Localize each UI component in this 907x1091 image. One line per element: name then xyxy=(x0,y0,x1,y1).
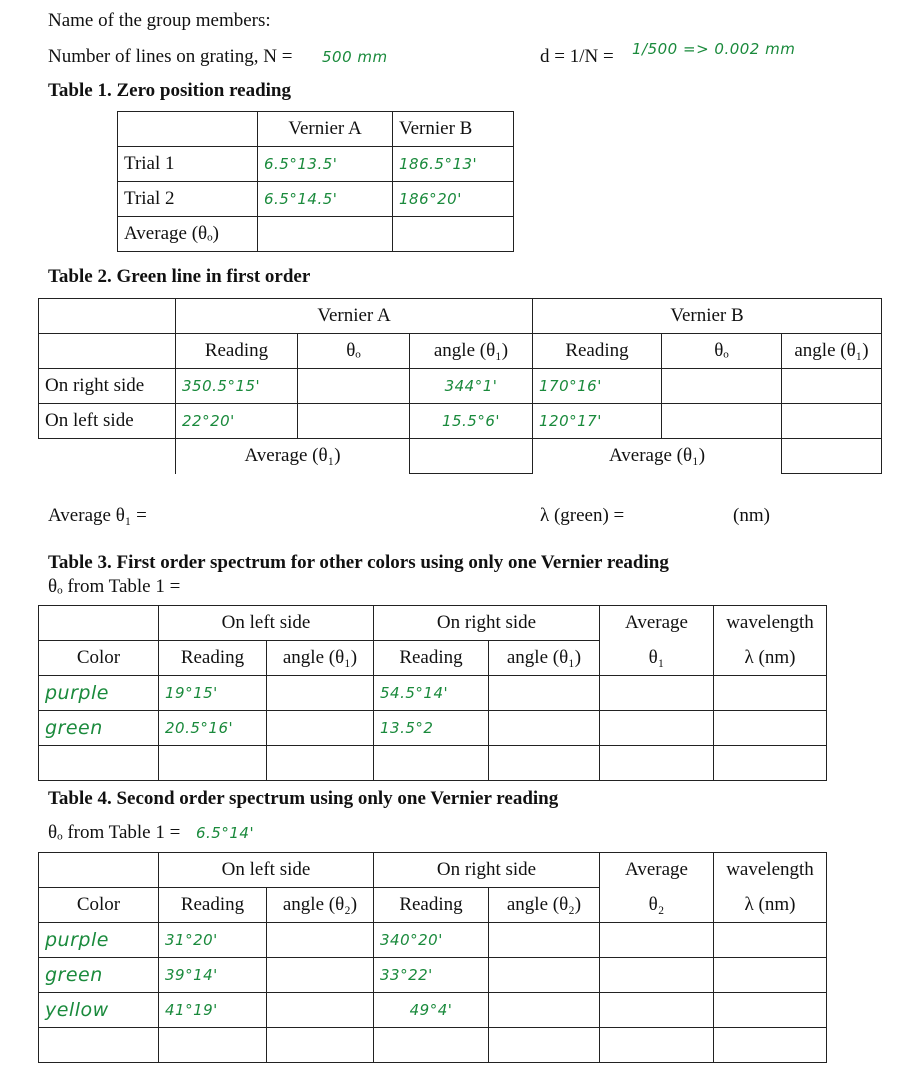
nm-label: (nm) xyxy=(733,505,770,526)
table1-row-label: Trial 1 xyxy=(118,147,258,182)
table4-right-reading xyxy=(374,1028,489,1063)
lines-value: 500 mm xyxy=(322,48,388,66)
table2-col-theta0: θₒ xyxy=(298,334,410,369)
table3 xyxy=(38,605,827,781)
group-members-label: Name of the group members: xyxy=(48,10,271,31)
table-row xyxy=(39,923,827,958)
d-label: d = 1/N = xyxy=(540,46,614,67)
lambda-green-label: λ (green) = xyxy=(540,505,625,526)
table4-col-wavelength: wavelength xyxy=(714,853,827,888)
table4-left-reading: 31°20' xyxy=(159,923,267,958)
table2-col-reading: Reading xyxy=(533,334,662,369)
table3-col-left: On left side xyxy=(159,606,374,641)
table3-left-reading xyxy=(159,746,267,781)
table1-title: Table 1. Zero position reading xyxy=(48,80,292,101)
table3-col-avg-theta: θ₁ xyxy=(600,641,714,676)
table4-color xyxy=(39,1028,159,1063)
table1-col-a: Vernier A xyxy=(258,112,393,147)
table2-col-angle: angle (θ₁) xyxy=(782,334,882,369)
table1-b-value xyxy=(393,217,514,252)
table4-col-angle: angle (θ₂) xyxy=(267,888,374,923)
table3-col-wavelength: wavelength xyxy=(714,606,827,641)
table4-left-reading xyxy=(159,1028,267,1063)
table4-col-avg-theta: θ₂ xyxy=(600,888,714,923)
table3-col-average: Average xyxy=(600,606,714,641)
table2-title: Table 2. Green line in first order xyxy=(48,266,311,287)
table4-right-reading: 340°20' xyxy=(374,923,489,958)
d-value: 1/500 => 0.002 mm xyxy=(632,40,796,58)
table2-a-reading: 350.5°15' xyxy=(176,369,298,404)
table3-col-lambda: λ (nm) xyxy=(714,641,827,676)
table3-col-reading: Reading xyxy=(374,641,489,676)
table3-col-angle: angle (θ₁) xyxy=(267,641,374,676)
table4-col-color: Color xyxy=(39,888,159,923)
table-row xyxy=(39,676,827,711)
table4-left-reading: 41°19' xyxy=(159,993,267,1028)
table3-right-reading: 13.5°2 xyxy=(374,711,489,746)
table2-b-reading: 170°16' xyxy=(533,369,662,404)
table2-col-angle: angle (θ₁) xyxy=(410,334,533,369)
table4-col-lambda: λ (nm) xyxy=(714,888,827,923)
table2 xyxy=(38,298,882,474)
table2-a-angle: 344°1' xyxy=(410,369,533,404)
table4-left-reading: 39°14' xyxy=(159,958,267,993)
table2-row-label: On left side xyxy=(39,404,176,439)
table1-row-label: Trial 2 xyxy=(118,182,258,217)
table3-color: purple xyxy=(39,676,159,711)
table1-a-value xyxy=(258,217,393,252)
table3-col-angle: angle (θ₁) xyxy=(489,641,600,676)
table-row xyxy=(39,404,882,439)
table1-a-value: 6.5°14.5' xyxy=(258,182,393,217)
table-row xyxy=(39,1028,827,1063)
table2-a-angle: 15.5°6' xyxy=(410,404,533,439)
table1-row-label: Average (θₒ) xyxy=(118,217,258,252)
table3-right-reading xyxy=(374,746,489,781)
table4-color: yellow xyxy=(39,993,159,1028)
table4-col-angle: angle (θ₂) xyxy=(489,888,600,923)
table-row xyxy=(39,958,827,993)
table4-theta0-label: θₒ from Table 1 = xyxy=(48,822,181,843)
table2-average-label-b: Average (θ₁) xyxy=(533,439,782,474)
table2-row-label: On right side xyxy=(39,369,176,404)
table1-a-value: 6.5°13.5' xyxy=(258,147,393,182)
table3-left-reading: 20.5°16' xyxy=(159,711,267,746)
table4-title: Table 4. Second order spectrum using only one Vernier reading xyxy=(48,788,559,809)
table1-b-value: 186°20' xyxy=(393,182,514,217)
table2-average-label-a: Average (θ₁) xyxy=(176,439,410,474)
table-row xyxy=(118,147,514,182)
table4-color: green xyxy=(39,958,159,993)
table4-theta0-value: 6.5°14' xyxy=(196,824,255,842)
table-row xyxy=(39,993,827,1028)
table-row xyxy=(39,746,827,781)
table2-b-reading: 120°17' xyxy=(533,404,662,439)
table3-theta0-label: θₒ from Table 1 = xyxy=(48,576,181,597)
table1-b-value: 186.5°13' xyxy=(393,147,514,182)
lines-label: Number of lines on grating, N = xyxy=(48,46,293,67)
table3-left-reading: 19°15' xyxy=(159,676,267,711)
table4-col-average: Average xyxy=(600,853,714,888)
table4-color: purple xyxy=(39,923,159,958)
table2-vernier-a: Vernier A xyxy=(176,299,533,334)
table2-col-theta0: θₒ xyxy=(662,334,782,369)
table4-right-reading: 49°4' xyxy=(374,993,489,1028)
table1 xyxy=(117,111,514,252)
table2-a-reading: 22°20' xyxy=(176,404,298,439)
table3-color xyxy=(39,746,159,781)
table4-col-reading: Reading xyxy=(159,888,267,923)
average-theta-label: Average θ₁ = xyxy=(48,505,147,526)
table2-vernier-b: Vernier B xyxy=(533,299,882,334)
table-row xyxy=(39,711,827,746)
table4-col-right: On right side xyxy=(374,853,600,888)
table3-color: green xyxy=(39,711,159,746)
table-row xyxy=(118,217,514,252)
table4-right-reading: 33°22' xyxy=(374,958,489,993)
table3-title: Table 3. First order spectrum for other colors using only one Vernier reading xyxy=(48,552,669,573)
table4-col-reading: Reading xyxy=(374,888,489,923)
table3-col-right: On right side xyxy=(374,606,600,641)
table4 xyxy=(38,852,827,1063)
table2-col-reading: Reading xyxy=(176,334,298,369)
table3-col-reading: Reading xyxy=(159,641,267,676)
table3-col-color: Color xyxy=(39,641,159,676)
table-row xyxy=(39,369,882,404)
table-row xyxy=(118,182,514,217)
table3-right-reading: 54.5°14' xyxy=(374,676,489,711)
table4-col-left: On left side xyxy=(159,853,374,888)
table1-col-b: Vernier B xyxy=(393,112,514,147)
